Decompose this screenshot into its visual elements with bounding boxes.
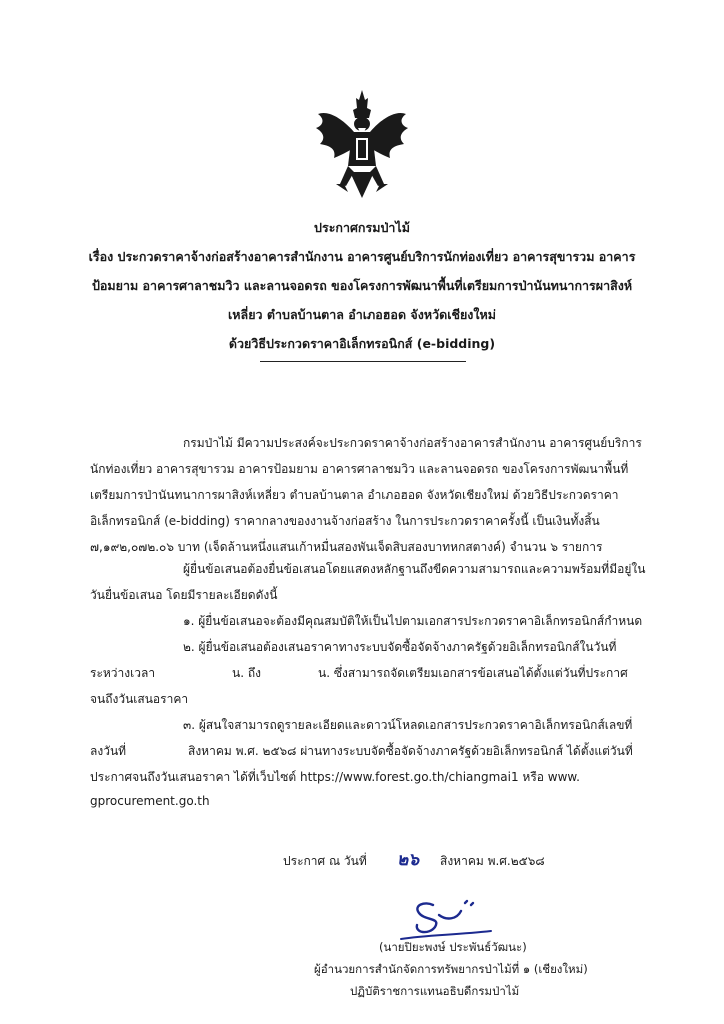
item-3-line-2: สิงหาคม พ.ศ. ๒๕๖๘ ผ่านทางระบบจัดซื้อจัดจ้างภาครัฐด้วยอิเล็กทรอนิกส์ ได้ตั้งแต่วันที่	[188, 744, 633, 758]
subject-line-4: ด้วยวิธีประกวดราคาอิเล็กทรอนิกส์ (e-bidding)	[228, 336, 496, 351]
divider	[260, 361, 466, 362]
signer-position: ผู้อำนวยการสำนักจัดการทรัพยากรป่าไม้ที่ ๑ (เชียงใหม่)	[314, 962, 588, 976]
garuda-emblem-icon	[314, 88, 410, 200]
intro-line-2: นักท่องเที่ยว อาคารสุขารวม อาคารป้อมยาม อาคารศาลาชมวิว และลานจอดรถ ของโครงการพัฒนาพื้นที่	[90, 462, 629, 476]
item-2-to-label: น. ถึง	[232, 666, 261, 680]
signer-acting-role: ปฏิบัติราชการแทนอธิบดีกรมป่าไม้	[350, 984, 520, 998]
announcement-suffix: สิงหาคม พ.ศ.๒๕๖๘	[440, 854, 545, 868]
subject-line-2: ป้อมยาม อาคารศาลาชมวิว และลานจอดรถ ของโครงการพัฒนาพื้นที่เตรียมการป่านันทนาการผาสิงห์	[91, 278, 633, 293]
signer-name: (นายปิยะพงษ์ ประพันธ์วัฒนะ)	[379, 940, 527, 954]
subject-line-1: เรื่อง ประกวดราคาจ้างก่อสร้างอาคารสำนักงาน อาคารศูนย์บริการนักท่องเที่ยว อาคารสุขารวม อาคาร	[88, 249, 636, 264]
subject-line-3: เหลี่ยว ตำบลบ้านตาล อำเภอฮอด จังหวัดเชียงใหม่	[228, 307, 496, 322]
item-1: ๑. ผู้ยื่นข้อเสนอจะต้องมีคุณสมบัติให้เป็นไปตามเอกสารประกวดราคาอิเล็กทรอนิกส์กำหนด	[183, 614, 643, 628]
intro-line-4: อิเล็กทรอนิกส์ (e-bidding) ราคากลางของงานจ้างก่อสร้าง ในการประกวดราคาครั้งนี้ เป็นเงินทั้งสิ้น	[90, 514, 600, 528]
announcement-prefix: ประกาศ ณ วันที่	[283, 854, 367, 868]
item-3-line-1: ๓. ผู้สนใจสามารถดูรายละเอียดและดาวน์โหลดเอกสารประกวดราคาอิเล็กทรอนิกส์เลขที่	[183, 718, 633, 732]
intro-line-1: กรมป่าไม้ มีความประสงค์จะประกวดราคาจ้างก่อสร้างอาคารสำนักงาน อาคารศูนย์บริการ	[183, 436, 642, 450]
item-2-line-2: น. ซึ่งสามารถจัดเตรียมเอกสารข้อเสนอได้ตั้งแต่วันที่ประกาศ	[318, 666, 628, 680]
item-2-time-label: ระหว่างเวลา	[90, 666, 156, 680]
page-title: ประกาศกรมป่าไม้	[314, 220, 410, 235]
intro-line-3: เตรียมการป่านันทนาการผาสิงห์เหลี่ยว ตำบลบ้านตาล อำเภอฮอด จังหวัดเชียงใหม่ ด้วยวิธีประกวดราคา	[90, 488, 619, 502]
announcement-day: ๒๖	[397, 850, 419, 870]
item-3-line-3: ประกาศจนถึงวันเสนอราคา ได้ที่เว็บไซต์ https://www.forest.go.th/chiangmai1 หรือ www.	[90, 770, 580, 784]
item-2-line-3: จนถึงวันเสนอราคา	[90, 692, 189, 706]
qualification-line-2: วันยื่นข้อเสนอ โดยมีรายละเอียดดังนี้	[90, 588, 278, 602]
signature-mark	[395, 895, 495, 943]
item-3-line-4: gprocurement.go.th	[90, 794, 210, 808]
qualification-line-1: ผู้ยื่นข้อเสนอต้องยื่นข้อเสนอโดยแสดงหลักฐานถึงขีดความสามารถและความพร้อมที่มีอยู่ใน	[183, 562, 646, 576]
intro-line-5: ๗,๑๙๒,๐๗๒.๐๖ บาท (เจ็ดล้านหนึ่งแสนเก้าหมื่นสองพันเจ็ดสิบสองบาทหกสตางค์) จำนวน ๖ รายการ	[90, 540, 603, 554]
item-2-line-1: ๒. ผู้ยื่นข้อเสนอต้องเสนอราคาทางระบบจัดซื้อจัดจ้างภาครัฐด้วยอิเล็กทรอนิกส์ในวันที่	[183, 640, 617, 654]
item-3-date-label: ลงวันที่	[90, 744, 127, 758]
